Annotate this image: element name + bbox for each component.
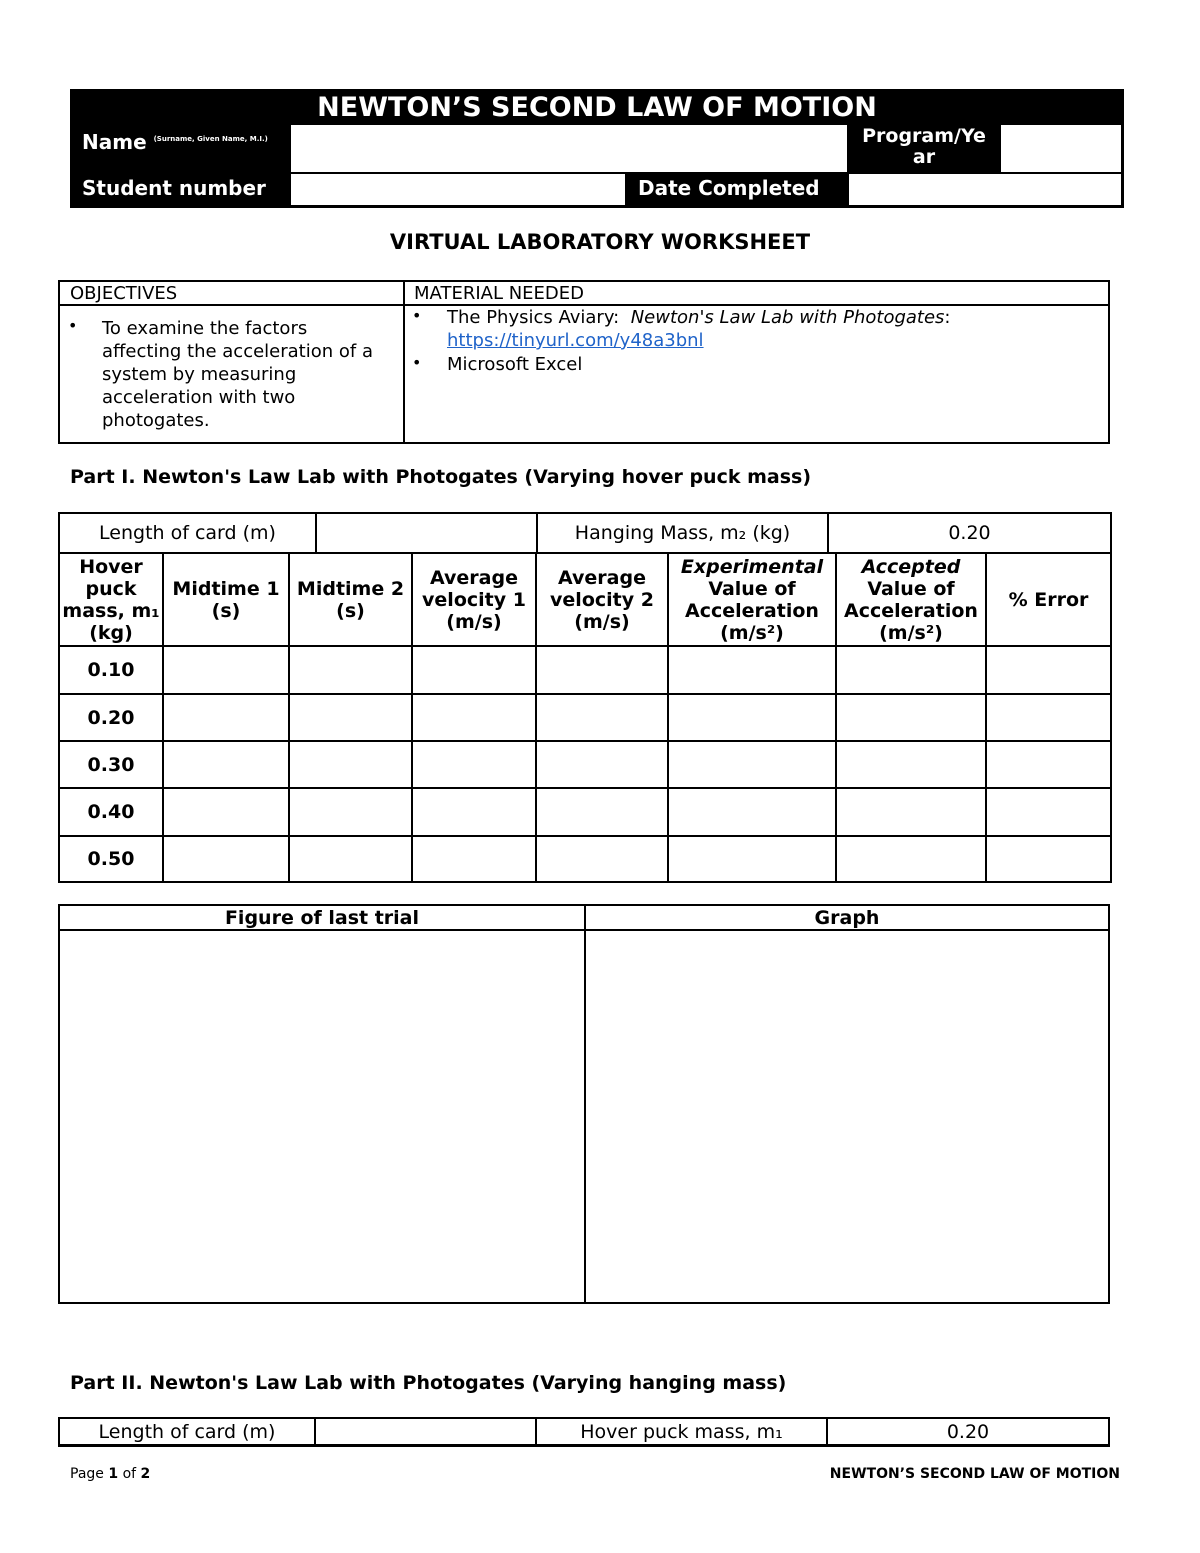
name-label: Name bbox=[82, 130, 147, 154]
hanging-mass-label: Hanging Mass, m₂ (kg) bbox=[537, 513, 828, 553]
header-block bbox=[70, 89, 1124, 208]
data-cell[interactable] bbox=[289, 694, 412, 741]
data-cell[interactable] bbox=[986, 694, 1111, 741]
data-cell[interactable] bbox=[289, 741, 412, 788]
figure-area[interactable] bbox=[60, 931, 584, 1302]
data-cell[interactable] bbox=[289, 788, 412, 836]
table-row bbox=[59, 836, 1111, 882]
col-header-accepted-acceleration bbox=[836, 553, 986, 646]
part1-params-table bbox=[58, 512, 1112, 554]
materials-heading: MATERIAL NEEDED bbox=[414, 283, 584, 304]
data-cell[interactable] bbox=[836, 646, 986, 694]
name-field[interactable] bbox=[290, 124, 848, 173]
program-year-label: Program/Year bbox=[848, 124, 1000, 173]
data-cell[interactable] bbox=[536, 836, 668, 882]
data-cell[interactable] bbox=[289, 646, 412, 694]
data-cell[interactable] bbox=[163, 694, 289, 741]
col-header-midtime1: Midtime 1 (s) bbox=[163, 553, 289, 646]
part2-title: Part II. Newton's Law Lab with Photogates (Varying hanging mass) bbox=[70, 1372, 787, 1394]
data-cell[interactable] bbox=[536, 694, 668, 741]
page-of: of bbox=[122, 1466, 137, 1482]
material-item-simulation bbox=[447, 306, 1097, 352]
objectives-heading: OBJECTIVES bbox=[70, 283, 178, 304]
table-row bbox=[59, 741, 1111, 788]
col-header-accepted-rest: Value of Acceleration (m/s²) bbox=[844, 577, 978, 644]
table-row bbox=[59, 694, 1111, 741]
data-cell[interactable] bbox=[836, 741, 986, 788]
col-header-experimental-rest: Value of Acceleration (m/s²) bbox=[685, 577, 819, 644]
part2-length-field[interactable] bbox=[316, 1419, 537, 1444]
page-prefix: Page bbox=[70, 1466, 104, 1482]
col-header-midtime2: Midtime 2 (s) bbox=[289, 553, 412, 646]
graph-heading: Graph bbox=[814, 907, 880, 929]
student-number-label: Student number bbox=[72, 173, 290, 206]
data-cell[interactable] bbox=[668, 694, 836, 741]
length-of-card-field[interactable] bbox=[316, 513, 537, 553]
page-total: 2 bbox=[140, 1466, 151, 1482]
hover-mass-cell: 0.20 bbox=[59, 694, 163, 741]
graph-area[interactable] bbox=[586, 931, 1108, 1302]
hover-mass-cell: 0.10 bbox=[59, 646, 163, 694]
data-cell[interactable] bbox=[536, 646, 668, 694]
objectives-table bbox=[58, 280, 1110, 444]
divider bbox=[403, 282, 405, 442]
figure-heading: Figure of last trial bbox=[224, 907, 420, 929]
page-current: 1 bbox=[108, 1466, 119, 1482]
material-prefix: The Physics Aviary: bbox=[447, 307, 620, 328]
hover-mass-cell: 0.50 bbox=[59, 836, 163, 882]
data-cell[interactable] bbox=[163, 836, 289, 882]
data-cell[interactable] bbox=[163, 741, 289, 788]
bullet-icon: • bbox=[412, 306, 422, 325]
data-cell[interactable] bbox=[289, 836, 412, 882]
name-hint: (Surname, Given Name, M.I.) bbox=[153, 135, 268, 143]
length-of-card-label: Length of card (m) bbox=[59, 513, 316, 553]
worksheet-subtitle: VIRTUAL LABORATORY WORKSHEET bbox=[389, 230, 811, 254]
simulation-link[interactable]: https://tinyurl.com/y48a3bnl bbox=[447, 330, 704, 351]
col-header-avg-velocity1: Average velocity 1 (m/s) bbox=[412, 553, 536, 646]
program-year-field[interactable] bbox=[1000, 124, 1122, 173]
figure-graph-table bbox=[58, 904, 1110, 1304]
col-header-experimental-italic: Experimental bbox=[680, 555, 824, 578]
data-cell[interactable] bbox=[412, 694, 536, 741]
part1-data-table bbox=[58, 552, 1112, 883]
hanging-mass-value: 0.20 bbox=[828, 513, 1111, 553]
data-cell[interactable] bbox=[986, 741, 1111, 788]
data-cell[interactable] bbox=[536, 741, 668, 788]
date-completed-label: Date Completed bbox=[626, 173, 848, 206]
data-cell[interactable] bbox=[163, 788, 289, 836]
objectives-header-row bbox=[60, 282, 1108, 306]
date-completed-field[interactable] bbox=[848, 173, 1122, 206]
footer-title: NEWTON’S SECOND LAW OF MOTION bbox=[829, 1466, 1120, 1482]
col-header-experimental-acceleration bbox=[668, 553, 836, 646]
col-header-avg-velocity2: Average velocity 2 (m/s) bbox=[536, 553, 668, 646]
table-row bbox=[59, 646, 1111, 694]
data-cell[interactable] bbox=[986, 788, 1111, 836]
data-cell[interactable] bbox=[986, 836, 1111, 882]
data-cell[interactable] bbox=[412, 788, 536, 836]
data-cell[interactable] bbox=[668, 788, 836, 836]
data-cell[interactable] bbox=[668, 646, 836, 694]
name-label-cell bbox=[72, 124, 290, 173]
data-cell[interactable] bbox=[668, 836, 836, 882]
hover-mass-cell: 0.40 bbox=[59, 788, 163, 836]
objective-item: To examine the factors affecting the acceleration of a system by measuring acceleration with two photogates. bbox=[102, 318, 373, 431]
data-cell[interactable] bbox=[836, 694, 986, 741]
hover-puck-mass-label: Hover puck mass, m₁ bbox=[537, 1419, 828, 1444]
data-cell[interactable] bbox=[412, 646, 536, 694]
part1-title: Part I. Newton's Law Lab with Photogates (Varying hover puck mass) bbox=[70, 466, 812, 488]
bullet-icon: • bbox=[412, 353, 422, 372]
document-title: NEWTON’S SECOND LAW OF MOTION bbox=[72, 91, 1122, 124]
bullet-icon: • bbox=[68, 316, 78, 335]
data-cell[interactable] bbox=[412, 741, 536, 788]
material-colon: : bbox=[944, 307, 951, 328]
data-cell[interactable] bbox=[668, 741, 836, 788]
col-header-accepted-italic: Accepted bbox=[861, 555, 961, 578]
part2-length-label: Length of card (m) bbox=[60, 1419, 316, 1444]
table-row bbox=[59, 788, 1111, 836]
data-cell[interactable] bbox=[836, 788, 986, 836]
material-item-excel: Microsoft Excel bbox=[447, 354, 583, 375]
col-header-hover-mass: Hover puck mass, m₁ (kg) bbox=[59, 553, 163, 646]
student-number-field[interactable] bbox=[290, 173, 626, 206]
material-simulation-name: Newton's Law Lab with Photogates bbox=[630, 307, 945, 328]
data-cell[interactable] bbox=[412, 836, 536, 882]
data-cell[interactable] bbox=[536, 788, 668, 836]
data-cell[interactable] bbox=[163, 646, 289, 694]
hover-puck-mass-value: 0.20 bbox=[946, 1421, 990, 1443]
col-header-percent-error: % Error bbox=[986, 553, 1111, 646]
data-cell[interactable] bbox=[986, 646, 1111, 694]
data-cell[interactable] bbox=[836, 836, 986, 882]
part2-params-table bbox=[58, 1417, 1110, 1447]
hover-mass-cell: 0.30 bbox=[59, 741, 163, 788]
page-number bbox=[70, 1466, 150, 1482]
